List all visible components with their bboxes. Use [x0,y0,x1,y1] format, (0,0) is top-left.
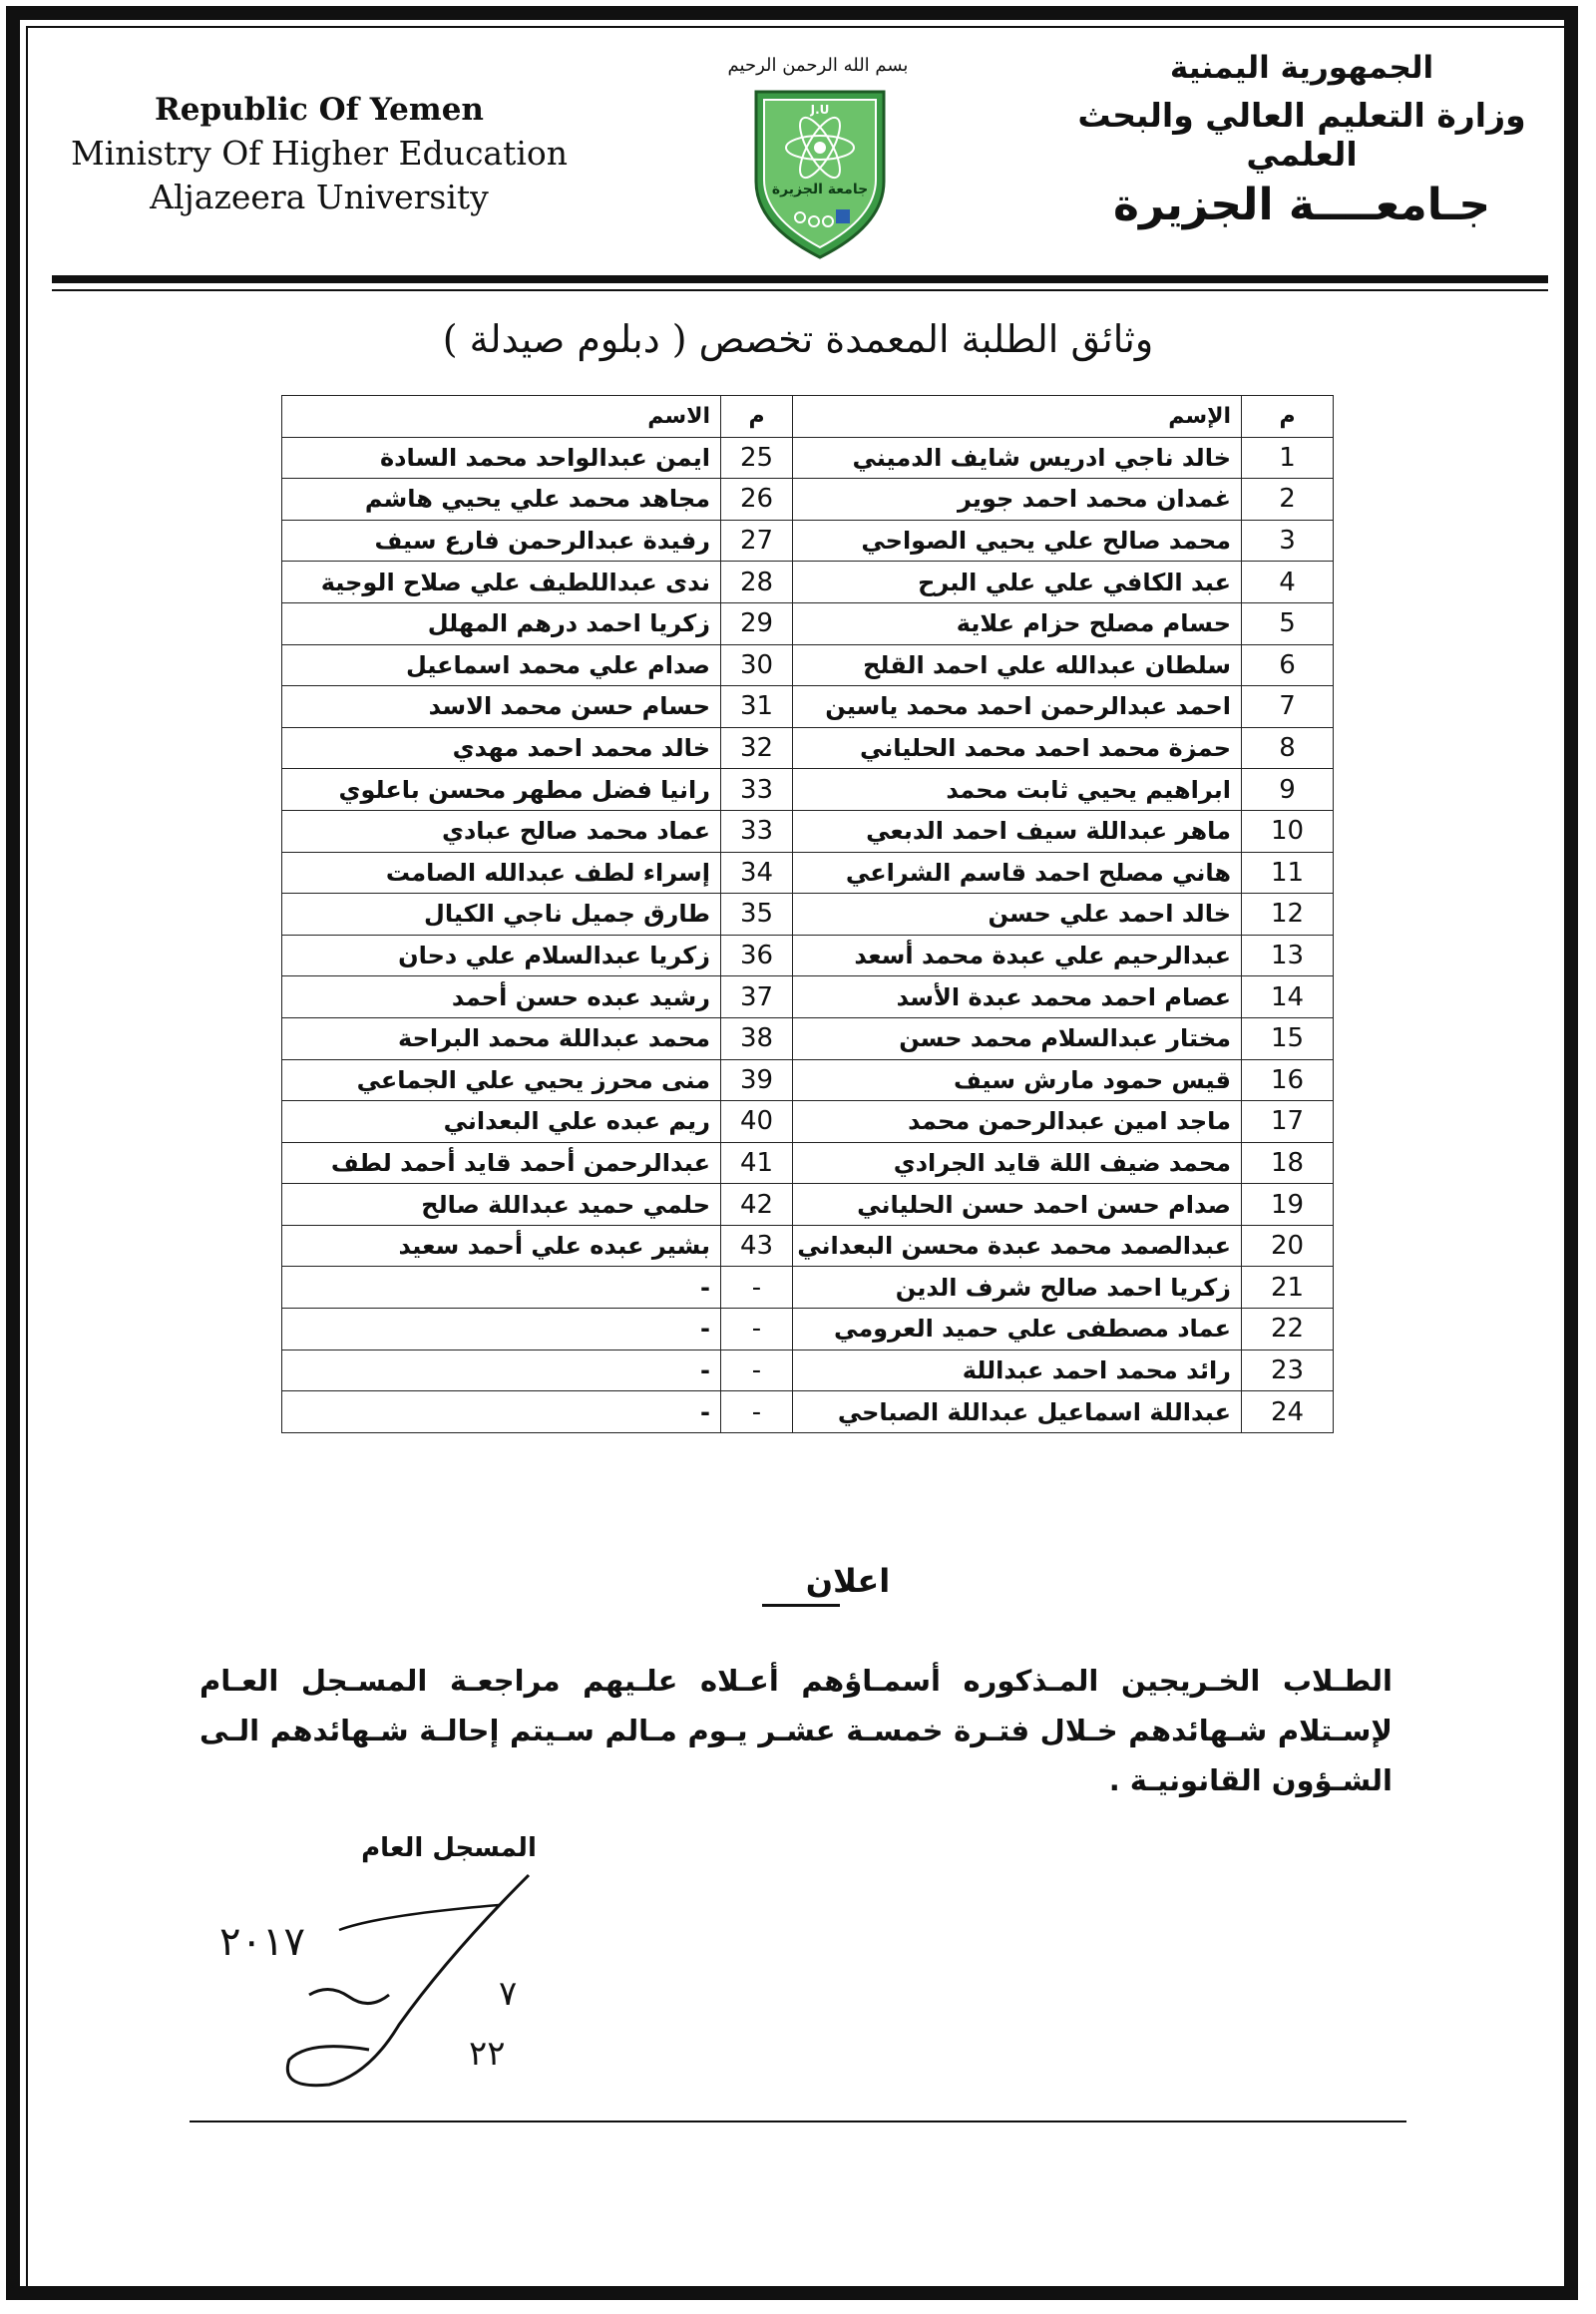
ministry-name-en: Ministry Of Higher Education [70,134,569,173]
student-name-right: عبد الكافي علي علي البرح [793,562,1242,603]
announcement-title: اعلان [805,1562,891,1600]
row-number-right: 9 [1242,769,1334,811]
row-number-left: 29 [721,602,793,644]
student-name-right: قيس حمود مارش سيف [793,1059,1242,1101]
student-name-right: عماد مصطفى علي حميد العرومي [793,1309,1242,1350]
row-number-right: 13 [1242,935,1334,976]
logo-name: جامعة الجزيرة [771,182,869,197]
row-number-right: 5 [1242,602,1334,644]
row-number-left: 42 [721,1184,793,1226]
student-name-left: رشيد عبده حسن أحمد [282,976,721,1018]
row-number-right: 12 [1242,894,1334,936]
student-name-left: عماد محمد صالح عبادي [282,810,721,852]
student-name-right: ماجد امين عبدالرحمن محمد [793,1101,1242,1143]
row-number-left: 40 [721,1101,793,1143]
student-name-right: خالد احمد علي حسن [793,894,1242,936]
student-name-right: مختار عبدالسلام محمد حسن [793,1017,1242,1059]
row-number-right: 20 [1242,1225,1334,1267]
row-number-left: 39 [721,1059,793,1101]
row-number-right: 24 [1242,1391,1334,1433]
student-name-right: عبداللة اسماعيل عبداللة الصباحي [793,1391,1242,1433]
row-number-left: 37 [721,976,793,1018]
header-name-right: الإسم [793,396,1242,438]
table-row [282,727,1334,769]
table-row [282,1350,1334,1391]
table-row [282,644,1334,686]
table-header-row [282,396,1334,438]
row-number-right: 11 [1242,852,1334,894]
student-name-right: عصام احمد محمد عبدة الأسد [793,976,1242,1018]
table-row [282,1059,1334,1101]
student-name-left: زكريا احمد درهم المهلل [282,602,721,644]
student-name-right: حمزة محمد احمد محمد الحلياني [793,727,1242,769]
row-number-right: 16 [1242,1059,1334,1101]
student-name-left: ريم عبده علي البعداني [282,1101,721,1143]
student-name-right: محمد صالح علي يحيي الصواحي [793,520,1242,562]
signature-date-year: ٢٠١٧ [219,1919,305,1965]
table-row [282,1267,1334,1309]
signature-date-month: ٧ [499,1974,518,2014]
student-name-right: محمد ضيف اللة قايد الجرادي [793,1142,1242,1184]
row-number-left: 32 [721,727,793,769]
student-name-right: احمد عبدالرحمن احمد محمد ياسين [793,686,1242,728]
student-name-right: ماهر عبداللة سيف احمد الدبعي [793,810,1242,852]
university-logo [750,86,890,261]
student-name-left: ندى عبداللطيف علي صلاح الوجية [282,562,721,603]
student-name-right: سلطان عبدالله علي احمد القلح [793,644,1242,686]
row-number-left: 28 [721,562,793,603]
row-number-left: 36 [721,935,793,976]
arabic-header [1057,50,1546,230]
row-number-right: 1 [1242,437,1334,479]
table-row [282,602,1334,644]
student-name-left: حسام حسن محمد الاسد [282,686,721,728]
student-name-right: عبدالصمد محمد عبدة محسن البعداني [793,1225,1242,1267]
row-number-left: 38 [721,1017,793,1059]
table-row [282,1017,1334,1059]
student-name-left: إسراء لطف عبدالله الصامت [282,852,721,894]
row-number-left: - [721,1391,793,1433]
student-name-left: خالد محمد احمد مهدي [282,727,721,769]
table-row [282,1391,1334,1433]
student-name-right: زكريا احمد صالح شرف الدين [793,1267,1242,1309]
student-name-left: رانيا فضل مطهر محسن باعلوي [282,769,721,811]
country-name-ar: الجمهورية اليمنية [1169,50,1434,86]
students-table [281,395,1334,1433]
row-number-right: 10 [1242,810,1334,852]
table-row [282,1101,1334,1143]
table-row [282,1309,1334,1350]
student-name-left: - [282,1350,721,1391]
header-num-left: م [721,396,793,438]
table-row [282,686,1334,728]
student-name-left: بشير عبده علي أحمد سعيد [282,1225,721,1267]
row-number-left: - [721,1267,793,1309]
student-name-left: صدام علي محمد اسماعيل [282,644,721,686]
student-name-left: - [282,1309,721,1350]
row-number-left: 30 [721,644,793,686]
student-name-right: غمدان محمد احمد جوير [793,479,1242,521]
student-name-right: صدام حسن احمد حسن الحلياني [793,1184,1242,1226]
row-number-right: 8 [1242,727,1334,769]
row-number-right: 17 [1242,1101,1334,1143]
student-name-left: - [282,1391,721,1433]
table-row [282,562,1334,603]
row-number-left: 33 [721,810,793,852]
student-name-right: حسام مصلح حزام علاية [793,602,1242,644]
table-row [282,1184,1334,1226]
row-number-left: 31 [721,686,793,728]
table-row [282,520,1334,562]
header-name-left: الاسم [282,396,721,438]
row-number-right: 2 [1242,479,1334,521]
table-row [282,769,1334,811]
table-row [282,894,1334,936]
student-name-right: خالد ناجي ادريس شايف الدميني [793,437,1242,479]
table-row [282,437,1334,479]
row-number-left: 34 [721,852,793,894]
row-number-left: 27 [721,520,793,562]
row-number-right: 3 [1242,520,1334,562]
announcement-title-underline [762,1604,840,1607]
student-name-right: ابراهيم يحيي ثابت محمد [793,769,1242,811]
student-name-right: عبدالرحيم علي عبدة محمد أسعد [793,935,1242,976]
university-name-en: Aljazeera University [150,178,489,216]
row-number-right: 23 [1242,1350,1334,1391]
student-name-left: عبدالرحمن أحمد قايد أحمد لطف [282,1142,721,1184]
table-row [282,479,1334,521]
student-name-left: حلمي حميد عبداللة صالح [282,1184,721,1226]
row-number-left: 41 [721,1142,793,1184]
student-name-left: منى محرز يحيي علي الجماعي [282,1059,721,1101]
registrar-label: المسجل العام [361,1833,537,1863]
student-name-left: رفيدة عبدالرحمن فارع سيف [282,520,721,562]
row-number-right: 15 [1242,1017,1334,1059]
row-number-right: 14 [1242,976,1334,1018]
header-rule-thick [52,275,1548,283]
row-number-right: 21 [1242,1267,1334,1309]
signature-date-day: ٢٢ [469,2034,506,2074]
student-name-left: محمد عبداللة محمد البراحة [282,1017,721,1059]
handwritten-signature [200,1835,638,2124]
row-number-right: 4 [1242,562,1334,603]
row-number-right: 6 [1242,644,1334,686]
table-row [282,1142,1334,1184]
table-row [282,935,1334,976]
student-name-left: - [282,1267,721,1309]
row-number-left: 33 [721,769,793,811]
row-number-right: 7 [1242,686,1334,728]
table-row [282,852,1334,894]
basmala: بسم الله الرحمن الرحيم [727,55,909,76]
document-title: وثائق الطلبة المعمدة تخصص ( دبلوم صيدلة ) [442,317,1154,361]
row-number-left: 43 [721,1225,793,1267]
header-rule-thin [52,289,1548,291]
country-name-en: Republic Of Yemen [155,92,484,128]
table-row [282,976,1334,1018]
row-number-right: 22 [1242,1309,1334,1350]
university-name-ar: جـامعــــة الجزيرة [1112,180,1491,230]
ministry-name-ar: وزارة التعليم العالي والبحث العلمي [1077,96,1526,174]
logo-abbr: J.U [810,103,830,117]
bottom-rule [190,2121,1406,2122]
row-number-left: - [721,1350,793,1391]
row-number-left: 25 [721,437,793,479]
row-number-left: 35 [721,894,793,936]
row-number-left: 26 [721,479,793,521]
english-header [60,88,579,219]
row-number-right: 18 [1242,1142,1334,1184]
student-name-left: طارق جميل ناجي الكيال [282,894,721,936]
table-row [282,1225,1334,1267]
row-number-left: - [721,1309,793,1350]
student-name-left: مجاهد محمد علي يحيي هاشم [282,479,721,521]
student-name-right: رائد محمد احمد عبداللة [793,1350,1242,1391]
student-name-left: ايمن عبدالواحد محمد السادة [282,437,721,479]
table-row [282,810,1334,852]
header-num-right: م [1242,396,1334,438]
announcement-body: الطـلاب الخـريجين المـذكوره أسمـاؤهم أعـلاه علـيهم مراجعـة المسـجل العـام لإسـتلام شـهائدهم خـلال فتـرة خمسـة عشـر يـوم مـالم سـيتم إحالـة شـهائدهم الـى الشـؤون القانونيـة . [200,1664,1393,1797]
student-name-right: هاني مصلح احمد قاسم الشراعي [793,852,1242,894]
student-name-left: زكريا عبدالسلام علي دحان [282,935,721,976]
row-number-right: 19 [1242,1184,1334,1226]
